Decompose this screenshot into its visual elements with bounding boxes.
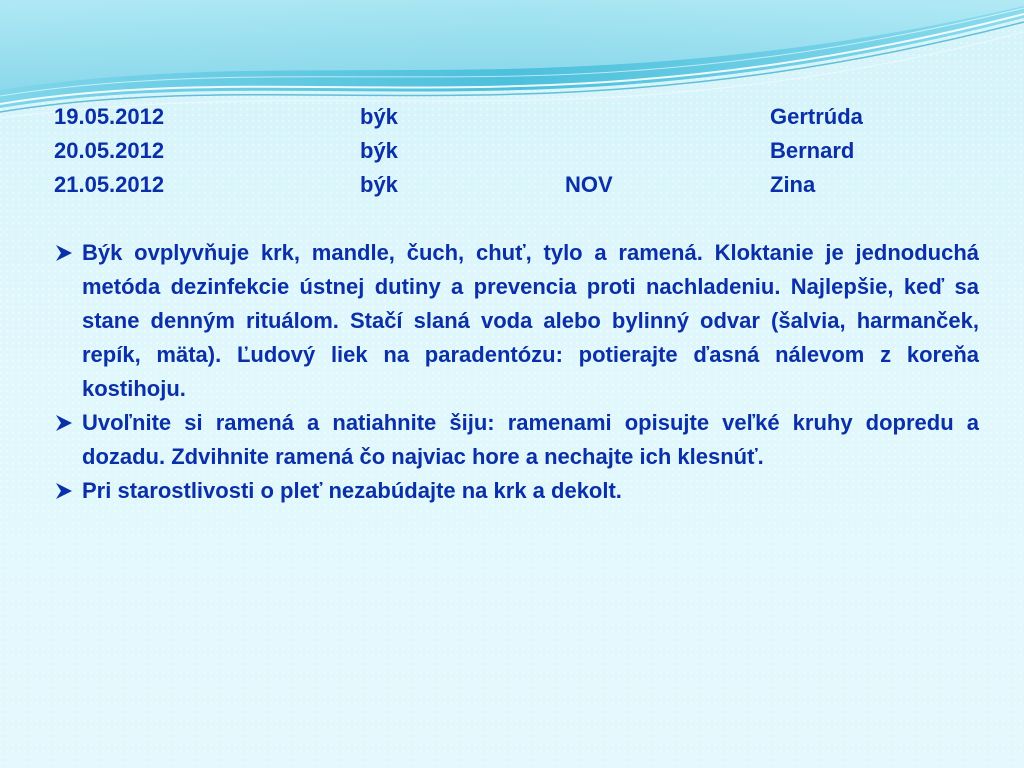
arrow-bullet-icon xyxy=(54,474,84,508)
bullet-text: Pri starostlivosti o pleť nezabúdajte na krk a dekolt. xyxy=(82,478,622,503)
bullet-text: Uvoľnite si ramená a natiahnite šiju: ramenami opisujte veľké kruhy dopredu a dozadu. Zdvihnite ramená čo najviac hore a nechajte ich klesnúť. xyxy=(82,410,979,469)
date-cell: 20.05.2012 xyxy=(54,138,165,163)
bullet-text: Býk ovplyvňuje krk, mandle, čuch, chuť, tylo a ramená. Kloktanie je jednoduchá metóda dezinfekcie ústnej dutiny a prevencia proti nachladeniu. Najlepšie, keď sa stane denným rituálom. Stačí slaná voda alebo bylinný odvar (šalvia, harmanček, repík, mäta). Ľudový liek na paradentózu: potierajte ďasná nálevom z koreňa kostihoju. xyxy=(82,240,979,401)
arrow-bullet-icon xyxy=(54,406,84,440)
date-row xyxy=(54,134,979,168)
date-cell: 21.05.2012 xyxy=(54,172,165,197)
nameday-cell: Bernard xyxy=(770,138,855,163)
moon-phase-cell: NOV xyxy=(565,172,613,197)
zodiac-sign-cell: býk xyxy=(360,172,398,197)
date-row xyxy=(54,100,979,134)
arrow-bullet-icon xyxy=(54,236,84,270)
bullet-item xyxy=(54,474,979,508)
bullet-item xyxy=(54,406,979,474)
bullet-item xyxy=(54,236,979,406)
nameday-cell: Zina xyxy=(770,172,816,197)
spacer xyxy=(54,202,979,236)
slide-content xyxy=(54,100,979,508)
nameday-cell: Gertrúda xyxy=(770,104,863,129)
zodiac-sign-cell: býk xyxy=(360,104,398,129)
zodiac-sign-cell: býk xyxy=(360,138,398,163)
date-row xyxy=(54,168,979,202)
date-cell: 19.05.2012 xyxy=(54,104,165,129)
